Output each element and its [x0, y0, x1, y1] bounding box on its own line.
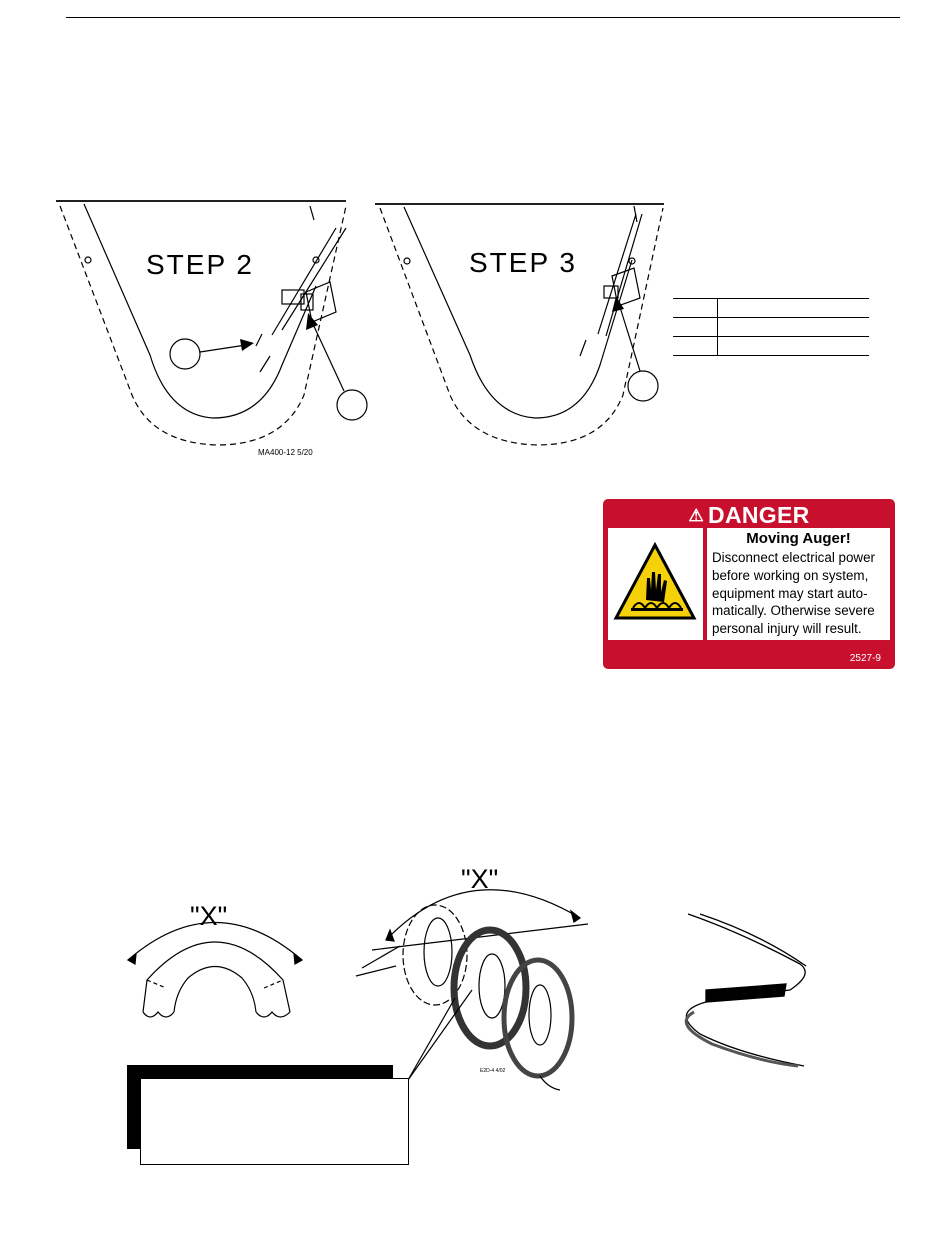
danger-decal [603, 499, 895, 669]
danger-title: Moving Auger! [746, 530, 851, 547]
left-dimension-label: "X" [190, 901, 228, 931]
table-row [673, 299, 869, 318]
middle-drawing-code: E2D-4 4/02 [480, 1068, 506, 1074]
step3-label: STEP 3 [469, 247, 577, 278]
step2-drawing [56, 201, 367, 445]
step2-label: STEP 2 [146, 249, 254, 280]
auger-flighting-figure [0, 840, 950, 1100]
callout-circle [628, 371, 658, 401]
table-row [673, 337, 869, 356]
table-row [673, 318, 869, 337]
danger-body: Disconnect electrical power before working on system, equipment may start auto- matically. Otherwise severe personal injury will result. [712, 550, 875, 637]
arrowhead [240, 339, 254, 351]
flighting-cross-section [686, 914, 806, 1066]
hopper-steps-figure [0, 0, 950, 470]
callout-circle [337, 390, 367, 420]
flat-flighting-segment [128, 923, 302, 1018]
callout-box [140, 1078, 409, 1165]
decal-code: 2527-9 [849, 653, 881, 664]
hand-caught-in-auger-warning-icon [613, 542, 697, 622]
callout-circle [170, 339, 200, 369]
helical-flighting [356, 890, 588, 1090]
middle-dimension-label: "X" [461, 864, 499, 894]
step3-drawing [375, 204, 664, 445]
danger-header: DANGER [708, 502, 810, 528]
warning-triangle-icon: ⚠ [688, 506, 705, 525]
parts-legend-table [673, 298, 869, 356]
drawing-code: MA400-12 5/20 [258, 448, 313, 457]
arrowhead [306, 313, 318, 330]
